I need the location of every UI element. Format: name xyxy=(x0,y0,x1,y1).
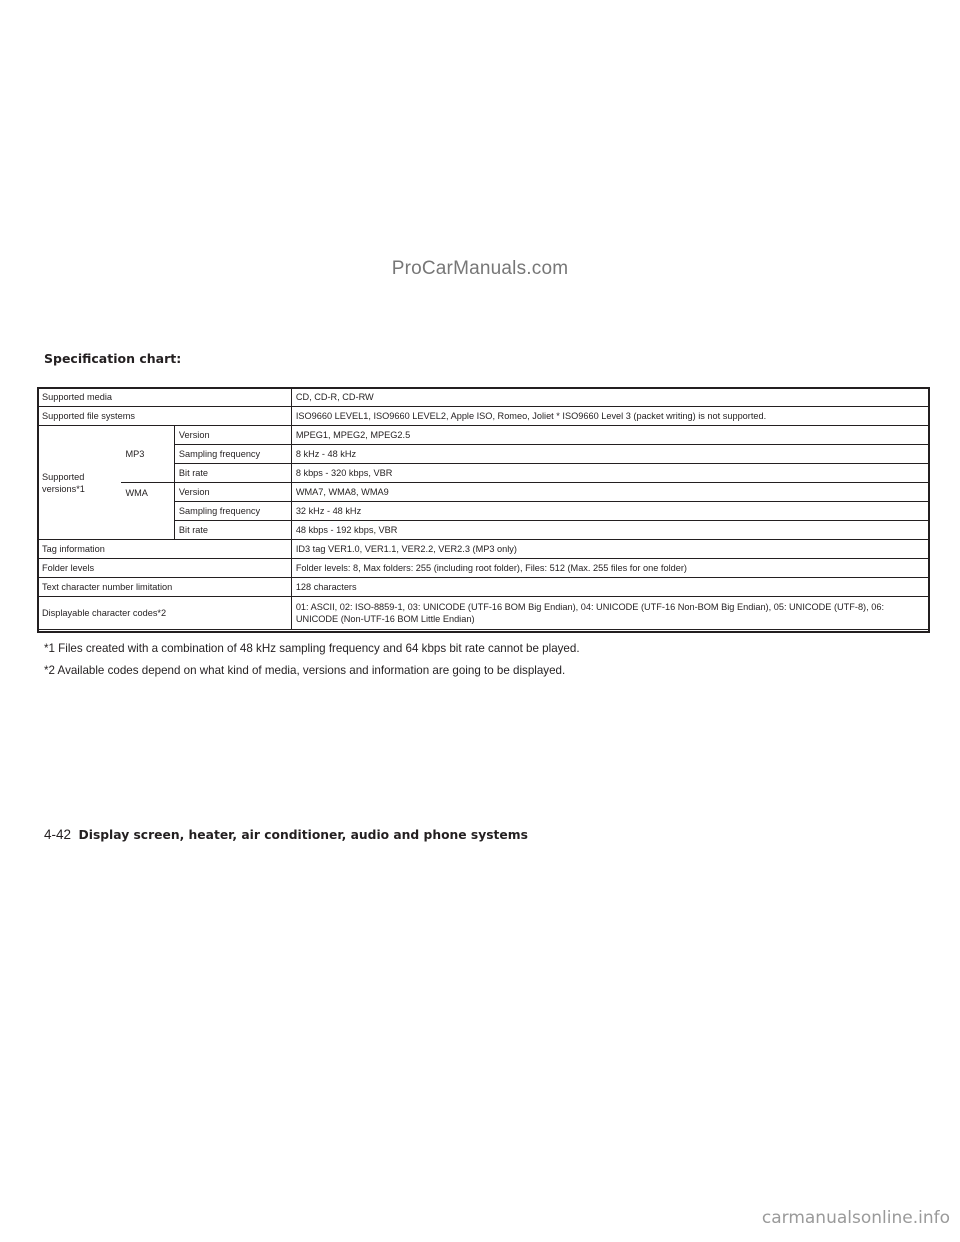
spec-label: Supported media xyxy=(38,388,292,407)
subspec-label: Version xyxy=(174,483,291,502)
table-row xyxy=(38,426,930,445)
spec-label: Tag information xyxy=(38,540,292,559)
subspec-value: 48 kbps - 192 kbps, VBR xyxy=(291,521,929,540)
section-heading: Specification chart: xyxy=(44,351,182,366)
subspec-value: 8 kHz - 48 kHz xyxy=(291,445,929,464)
subspec-label: Version xyxy=(174,426,291,445)
page-footer xyxy=(44,827,528,842)
subspec-label: Bit rate xyxy=(174,464,291,483)
subspec-label: Sampling frequency xyxy=(174,502,291,521)
spec-value: 01: ASCII, 02: ISO-8859-1, 03: UNICODE (UTF-16 BOM Big Endian), 04: UNICODE (UTF-16 Non-BOM Big Endian), 05: UNICODE (UTF-8), 06: UNICODE (Non-UTF-16 BOM Little Endian) xyxy=(291,597,929,630)
subspec-value: WMA7, WMA8, WMA9 xyxy=(291,483,929,502)
spec-value: CD, CD-R, CD-RW xyxy=(291,388,929,407)
table-row xyxy=(38,559,930,578)
footnote-1: *1 Files created with a combination of 48 kHz sampling frequency and 64 kbps bit rate cannot be played. xyxy=(44,642,580,655)
spec-label: Text character number limitation xyxy=(38,578,292,597)
watermark-bottom: carmanualsonline.info xyxy=(761,1208,950,1228)
spec-value: 128 characters xyxy=(291,578,929,597)
specification-table xyxy=(37,387,930,630)
watermark-top: ProCarManuals.com xyxy=(391,258,569,279)
table-row xyxy=(38,388,930,407)
chapter-title: Display screen, heater, air conditioner, audio and phone systems xyxy=(78,828,528,842)
subspec-value: MPEG1, MPEG2, MPEG2.5 xyxy=(291,426,929,445)
spec-label: Folder levels xyxy=(38,559,292,578)
spec-value: ID3 tag VER1.0, VER1.1, VER2.2, VER2.3 (MP3 only) xyxy=(291,540,929,559)
table-row xyxy=(38,578,930,597)
table-row xyxy=(38,407,930,426)
subspec-label: Bit rate xyxy=(174,521,291,540)
format-label-mp3: MP3 xyxy=(121,426,174,483)
table-row xyxy=(38,483,930,502)
spec-value: ISO9660 LEVEL1, ISO9660 LEVEL2, Apple ISO, Romeo, Joliet * ISO9660 Level 3 (packet writing) is not supported. xyxy=(291,407,929,426)
spec-label-supported-versions: Supported versions*1 xyxy=(38,426,122,540)
subspec-value: 32 kHz - 48 kHz xyxy=(291,502,929,521)
table-row xyxy=(38,597,930,630)
format-label-wma: WMA xyxy=(121,483,174,540)
page-number: 4-42 xyxy=(44,827,72,842)
subspec-value: 8 kbps - 320 kbps, VBR xyxy=(291,464,929,483)
spec-value: Folder levels: 8, Max folders: 255 (including root folder), Files: 512 (Max. 255 files for one folder) xyxy=(291,559,929,578)
footnote-2: *2 Available codes depend on what kind of media, versions and information are going to be displayed. xyxy=(44,664,566,677)
spec-label: Displayable character codes*2 xyxy=(38,597,292,630)
subspec-label: Sampling frequency xyxy=(174,445,291,464)
table-row xyxy=(38,540,930,559)
spec-label: Supported file systems xyxy=(38,407,292,426)
